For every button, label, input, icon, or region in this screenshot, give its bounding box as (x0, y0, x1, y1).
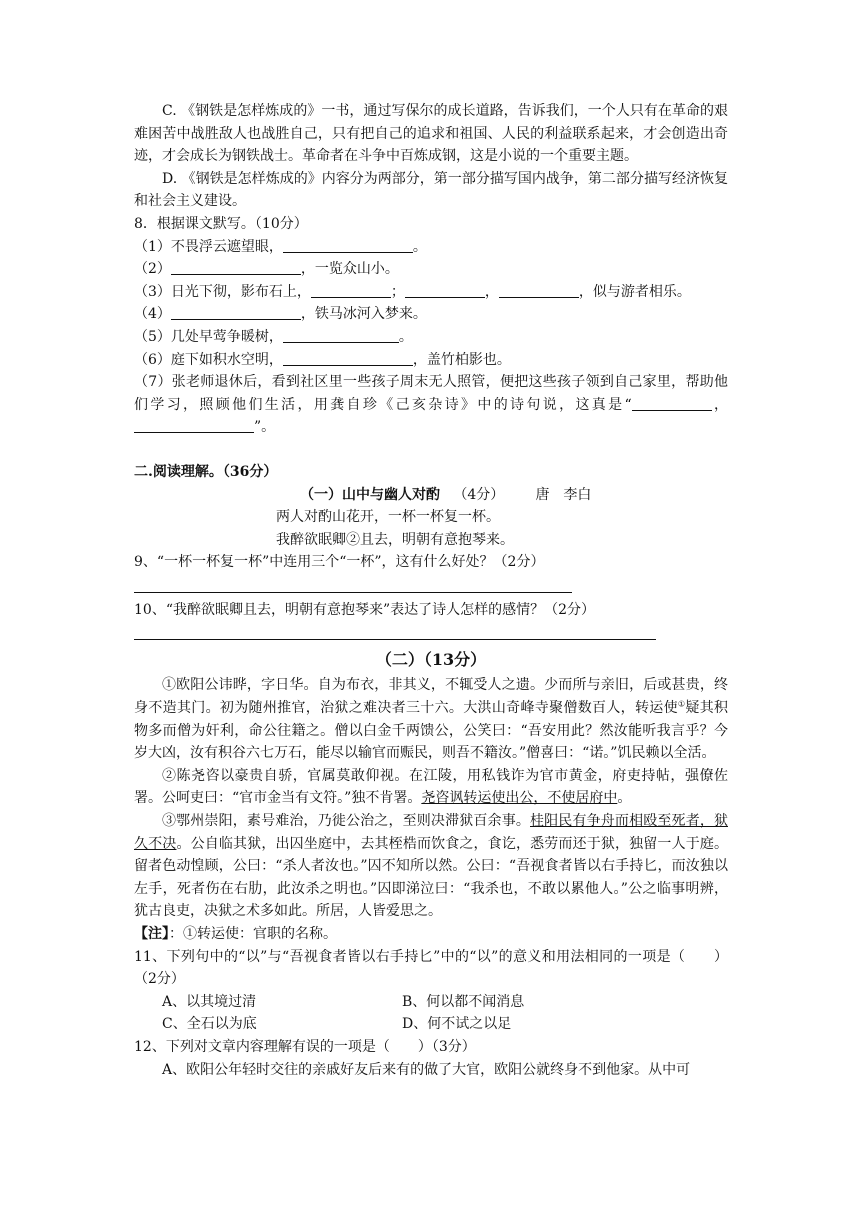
q8-line-2 (134, 258, 728, 281)
note-label: 【注】 (134, 926, 169, 942)
answer-blank[interactable] (405, 283, 485, 298)
passage-paragraph-1 (134, 674, 728, 764)
q8-3-sep2: ， (484, 283, 499, 300)
q11-option-b[interactable]: B、何以都不闻消息 (402, 993, 525, 1010)
q9-text: 9、“一杯一杯复一杯”中连用三个“一杯”，这有什么好处？（2分） (134, 554, 545, 571)
q8-1-text: （1）不畏浮云遮望眼， (134, 238, 283, 255)
q8-line-5 (134, 326, 728, 349)
q8-heading: 8．根据课文默写。（10分） (134, 215, 308, 232)
poem-title: （一）山中与幽人对酌 (300, 486, 440, 503)
answer-blank[interactable] (499, 283, 579, 298)
q11-option-d[interactable]: D、何不试之以足 (402, 1016, 512, 1033)
q7-option-d: D. 《钢铁是怎样炼成的》内容分为两部分，第一部分描写国内战争，第二部分描写经济恢复和社会主义建设。 (134, 170, 728, 210)
p3-text-b: 。公自临其狱，出囚坐庭中，去其桎梏而饮食之，食讫，悉劳而还于狱，独留一人于庭。留者色动惶顾，公曰：“杀人者汝也。”囚不知所以然。公曰：“吾视食者皆以右手持匕，而汝独以左手，死者伤在右肋，此汝杀之明也。”囚即涕泣曰：“我杀也，不敢以累他人。”公之临事明辨，犹古良吏，决狱之术多如此。所居，人皆爱思之。 (134, 835, 729, 920)
note-line (134, 923, 728, 946)
q8-4-num: （4） (134, 306, 171, 323)
passage-paragraph-3 (134, 810, 728, 923)
q11-option-a[interactable]: A、以其境过清 (162, 993, 257, 1010)
q8-3-sep1: ； (390, 283, 405, 300)
q8-7-end: ”。 (254, 419, 276, 436)
q8-5-text: （5）几处早莺争暖树， (134, 328, 283, 345)
q8-line-7 (134, 371, 728, 439)
q10-answer-line[interactable] (134, 621, 656, 640)
q8-1-end: 。 (412, 238, 427, 255)
answer-blank[interactable] (171, 305, 301, 320)
q10-text: 10、“我醉欲眠卿且去，明朝有意抱琴来”表达了诗人怎样的感情？（2分） (134, 601, 596, 618)
poem-line-2: 我醉欲眠卿②且去，明朝有意抱琴来。 (276, 531, 514, 548)
q8-2-num: （2） (134, 261, 171, 278)
answer-blank[interactable] (171, 260, 301, 275)
footnote-marker: ① (677, 699, 686, 709)
q8-6-end: ，盖竹柏影也。 (412, 351, 511, 368)
q8-3-text: （3）日光下彻，影布石上， (134, 283, 311, 300)
q11-option-c[interactable]: C、全石以为底 (162, 1016, 257, 1033)
q12-text: 12、下列对文章内容理解有误的一项是（ ）（3分） (134, 1038, 476, 1055)
p2-text-b: 。 (617, 790, 632, 807)
p1-text-b: 疑其积物多而僧为奸利，命公往籍之。僧以白金千两馈公，公笑曰：“吾安用此？然汝能听我言乎？今岁大凶，汝有积谷六七万石，能尽以输官而赈民，则吾不籍汝。”僧喜曰：“诺。”饥民赖以全活。 (134, 700, 729, 762)
q8-7-sep: ， (711, 396, 729, 413)
p3-text-a: ③鄂州崇阳，素号难治，乃徙公治之，至则决滞狱百余事。 (162, 813, 530, 830)
spacer (134, 439, 728, 461)
poem-title-line (134, 484, 728, 507)
note-text: ：①转运使：官职的名称。 (169, 926, 337, 942)
passage-paragraph-2 (134, 765, 728, 810)
q11-text: 11、下列句中的“以”与“吾视食者皆以右手持匕”中的“以”的意义和用法相同的一项是（ ）（2分） (134, 948, 728, 988)
q11-options-row-2 (134, 1013, 728, 1036)
q8-line-3 (134, 281, 728, 304)
p2-text-a: ②陈尧咨以豪贵自骄，官属莫敢仰视。在江陵，用私钱诈为官市黄金，府吏持帖，强僚佐署。公呵吏曰：“官市金当有文符。”独不肯署。 (134, 767, 728, 807)
q7-option-c: C. 《钢铁是怎样炼成的》一书，通过写保尔的成长道路，告诉我们，一个人只有在革命的艰难困苦中战胜敌人也战胜自己，只有把自己的追求和祖国、人民的利益联系起来，才会创造出奇迹，才会成长为钢铁战士。革命者在斗争中百炼成钢，这是小说的一个重要主题。 (134, 103, 728, 165)
q8-6-text: （6）庭下如积水空明， (134, 351, 283, 368)
q8-3-end: ，似与游者相乐。 (578, 283, 691, 300)
poem-author: 唐 李白 (535, 486, 592, 503)
q8-5-end: 。 (398, 328, 413, 345)
q9-answer-line[interactable] (134, 574, 572, 593)
q8-2-text: ，一览众山小。 (300, 261, 399, 278)
q8-4-text: ，铁马冰河入梦来。 (300, 306, 427, 323)
p3-underlined: 桂阳民有争舟而相殴至死者，狱久不决 (134, 813, 728, 852)
document-content (134, 100, 728, 1081)
section2-heading: （二）（13分） (375, 650, 487, 670)
q8-7-text: （7）张老师退休后，看到社区里一些孩子周末无人照管，便把这些孩子领到自己家里，帮助他们学习，照顾他们生活，用龚自珍《己亥杂诗》中的诗句说，这真是“ (134, 374, 728, 413)
q8-line-6 (134, 349, 728, 372)
p2-underlined: 尧咨讽转运使出公，不使居府中 (421, 790, 618, 807)
answer-blank[interactable] (283, 328, 399, 343)
answer-blank[interactable] (311, 283, 391, 298)
p1-text-a: ①欧阳公讳晔，字日华。自为布衣，非其义，不辄受人之遗。少而所与亲旧，后或甚贵，终身不造其门。初为随州推官，治狱之难决者三十六。大洪山奇峰寺聚僧数百人，转运使 (134, 677, 728, 717)
part2-heading: 二.阅读理解。（36分） (134, 463, 278, 480)
poem-score: （4分） (453, 486, 505, 503)
poem-line-1: 两人对酌山花开，一杯一杯复一杯。 (276, 509, 500, 526)
q8-line-4 (134, 303, 728, 326)
q12-option-a[interactable]: A、欧阳公年轻时交往的亲戚好友后来有的做了大官，欧阳公就终身不到他家。从中可 (162, 1061, 691, 1078)
q8-line-1 (134, 236, 728, 259)
answer-blank[interactable] (134, 418, 254, 433)
answer-blank[interactable] (632, 396, 712, 411)
q11-options-row-1 (134, 991, 728, 1014)
answer-blank[interactable] (283, 238, 413, 253)
answer-blank[interactable] (283, 351, 413, 366)
